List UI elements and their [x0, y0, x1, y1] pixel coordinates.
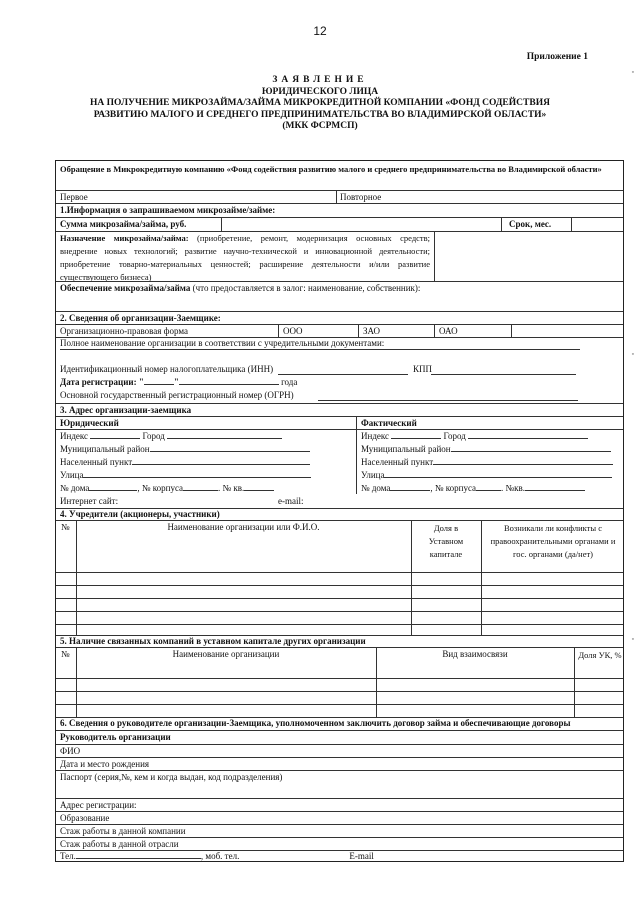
- actual-building-label: , № корпуса: [430, 483, 477, 493]
- passport-field[interactable]: Паспорт (серия,№, кем и когда выдан, код подразделения): [60, 772, 283, 782]
- contact-email-label: E-mail: [349, 851, 374, 861]
- application-form: [55, 160, 624, 862]
- collateral: [60, 283, 420, 293]
- table-row[interactable]: [56, 691, 623, 692]
- form-oao[interactable]: ОАО: [439, 326, 458, 336]
- reg-day-input[interactable]: [144, 384, 174, 385]
- ogrn-label: Основной государственный регистрационный номер (ОГРН): [60, 390, 294, 400]
- founders-col-share: Доля в Уставном капитале: [428, 523, 464, 559]
- table-row[interactable]: [56, 572, 623, 573]
- loan-purpose-text: (приобретение, ремонт, модернизация основных средств; внедрение новых технологий; развитие научно-технической и инновационной деятельности; приобретение товарно-материальных ценностей; расширение деятельности и/или развитие существующего бизнеса): [60, 233, 431, 282]
- appendix-label: Приложение 1: [526, 52, 588, 62]
- legal-form-label: Организационно-правовая форма: [60, 326, 188, 336]
- address-field[interactable]: Адрес регистрации:: [60, 800, 137, 810]
- actual-address-label: Фактический: [361, 418, 417, 428]
- actual-locality-label: Населенный пункт: [361, 457, 434, 467]
- title-line-1: ЗАЯВЛЕНИЕ: [272, 75, 368, 85]
- table-row[interactable]: [56, 704, 623, 705]
- actual-street[interactable]: [361, 470, 612, 480]
- email-label: e-mail:: [278, 496, 304, 506]
- table-row[interactable]: [56, 598, 623, 599]
- actual-house[interactable]: [361, 483, 585, 493]
- margin-mark: ▫: [631, 350, 634, 358]
- actual-house-label: № дома: [361, 483, 391, 493]
- ogrn-input[interactable]: [318, 400, 578, 401]
- head-org-label: Руководитель организации: [60, 732, 171, 742]
- legal-street-label: Улица: [60, 470, 84, 480]
- title-line-3: НА ПОЛУЧЕНИЕ МИКРОЗАЙМА/ЗАЙМА МИКРОКРЕДИТНОЙ КОМПАНИИ «ФОНД СОДЕЙСТВИЯ: [90, 98, 550, 108]
- loan-term-label: Срок, мес.: [509, 219, 552, 229]
- actual-street-label: Улица: [361, 470, 385, 480]
- contacts-row[interactable]: [60, 851, 374, 861]
- option-first[interactable]: Первое: [60, 192, 88, 202]
- related-col-share: Доля УК, %: [578, 650, 622, 660]
- appeal-text: Обращение в Микрокредитную компанию «Фонд содействия развитию малого и среднего предпринимательства во Владимирской области»: [60, 164, 602, 174]
- legal-address-label: Юридический: [60, 418, 119, 428]
- kpp-label: КПП: [413, 364, 433, 374]
- section-1-heading: 1.Информация о запрашиваемом микрозайме/займе:: [60, 205, 276, 215]
- actual-district[interactable]: [361, 444, 611, 454]
- margin-mark: ▫: [631, 68, 634, 76]
- legal-district[interactable]: [60, 444, 310, 454]
- section-2-heading: 2. Сведения об организации-Заемщике:: [60, 313, 221, 323]
- form-zao[interactable]: ЗАО: [363, 326, 381, 336]
- table-row[interactable]: [56, 624, 623, 625]
- related-col-no: №: [61, 649, 70, 659]
- section-5-heading: 5. Наличие связанных компаний в уставном капитале других организации: [60, 636, 366, 646]
- option-repeat[interactable]: Повторное: [340, 192, 382, 202]
- actual-locality[interactable]: [361, 457, 613, 467]
- legal-locality-label: Населенный пункт: [60, 457, 133, 467]
- legal-district-label: Муниципальный район: [60, 444, 150, 454]
- reg-year-label: года: [281, 377, 298, 387]
- reg-month-input[interactable]: [179, 384, 279, 385]
- section-6-heading: 6. Сведения о руководителе организации-Заемщика, уполномоченном заключить договор займа и обеспечивающие договоры: [60, 718, 571, 728]
- form-ooo[interactable]: ООО: [283, 326, 303, 336]
- full-name-label: Полное наименование организации в соответствии с учредительными документами:: [60, 338, 385, 348]
- website-label: Интернет сайт:: [60, 496, 119, 506]
- related-col-type: Вид взаимосвязи: [442, 649, 508, 659]
- actual-city-label: Город: [443, 431, 466, 441]
- legal-locality[interactable]: [60, 457, 310, 467]
- title-line-5: (МКК ФСРМСП): [282, 121, 358, 131]
- founders-col-no: №: [61, 522, 70, 532]
- document-title: [40, 75, 600, 133]
- loan-sum-label: Сумма микрозайма/займа, руб.: [60, 219, 187, 229]
- inn-input[interactable]: [278, 374, 408, 375]
- legal-index[interactable]: [60, 431, 282, 441]
- full-name-input[interactable]: [60, 349, 580, 350]
- table-row[interactable]: [56, 678, 623, 679]
- legal-city-label: Город: [142, 431, 165, 441]
- actual-district-label: Муниципальный район: [361, 444, 451, 454]
- title-line-4: РАЗВИТИЮ МАЛОГО И СРЕДНЕГО ПРЕДПРИНИМАТЕЛЬСТВА ВО ВЛАДИМИРСКОЙ ОБЛАСТИ»: [93, 109, 547, 120]
- table-row[interactable]: [56, 611, 623, 612]
- reg-date-text: Дата регистрации: ": [60, 377, 144, 387]
- collateral-label: Обеспечение микрозайма/займа: [60, 283, 191, 293]
- founders-col-conflict: Возникали ли конфликты с правоохранительными органами и гос. органами (да/нет): [490, 523, 616, 559]
- exp-industry-field[interactable]: Стаж работы в данной отрасли: [60, 839, 179, 849]
- collateral-text: (что предоставляется в залог: наименование, собственник):: [192, 283, 421, 293]
- exp-company-field[interactable]: Стаж работы в данной компании: [60, 826, 186, 836]
- related-col-name: Наименование организации: [172, 649, 280, 659]
- founders-col-name: Наименование организации или Ф.И.О.: [167, 522, 320, 532]
- section-3-heading: 3. Адрес организации-заемщика: [60, 405, 192, 415]
- legal-street[interactable]: [60, 470, 311, 480]
- title-line-2: ЮРИДИЧЕСКОГО ЛИЦА: [261, 86, 379, 97]
- actual-index-label: Индекс: [361, 431, 390, 441]
- reg-date-quote: ": [173, 377, 179, 387]
- mobile-label: , моб. тел.: [200, 851, 240, 861]
- actual-index[interactable]: [361, 431, 588, 441]
- page-number: 12: [313, 24, 327, 38]
- margin-mark: ▫: [631, 635, 634, 643]
- section-4-heading: 4. Учредители (акционеры, участники): [60, 509, 220, 519]
- legal-house[interactable]: [60, 483, 274, 493]
- table-row[interactable]: [56, 585, 623, 586]
- loan-purpose-label: Назначение микрозайма/займа:: [60, 233, 189, 243]
- birth-field[interactable]: Дата и место рождения: [60, 759, 150, 769]
- education-field[interactable]: Образование: [60, 813, 110, 823]
- actual-apt-label: . №кв.: [501, 483, 526, 493]
- tel-label: Тел.: [60, 851, 76, 861]
- fio-field[interactable]: ФИО: [60, 746, 81, 756]
- legal-building-label: , № корпуса: [137, 483, 184, 493]
- legal-index-label: Индекс: [60, 431, 89, 441]
- legal-apt-label: . № кв.: [218, 483, 245, 493]
- legal-house-label: № дома: [60, 483, 90, 493]
- inn-label: Идентификационный номер налогоплательщика (ИНН): [60, 364, 274, 374]
- reg-date-label: [60, 377, 297, 387]
- kpp-input[interactable]: [431, 374, 576, 375]
- loan-purpose: [60, 232, 430, 284]
